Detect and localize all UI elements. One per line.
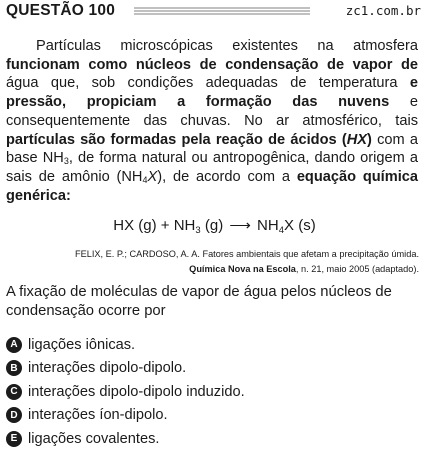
subscript: 4 — [142, 174, 148, 185]
reference-details: , n. 21, maio 2005 (adaptado). — [295, 263, 419, 274]
option-letter-badge: E — [6, 431, 22, 447]
text-span: e consequentemente das chuvas. No ar atmosférico, tais — [6, 94, 418, 129]
option-d[interactable] — [6, 404, 420, 428]
option-letter-badge: D — [6, 407, 22, 423]
option-letter-badge: C — [6, 384, 22, 400]
reference-line-1: FELIX, E. P.; CARDOSO, A. A. Fatores ambientais que afetam a precipitação úmida. — [74, 249, 419, 259]
subscript: 3 — [63, 156, 69, 167]
option-text: interações íon-dipolo. — [28, 407, 168, 424]
text-span: Partículas microscópicas existentes na atmosfera — [36, 38, 418, 54]
option-a[interactable] — [6, 333, 420, 357]
option-letter-badge: A — [6, 337, 22, 353]
option-text: ligações iônicas. — [28, 336, 136, 353]
text-span: ), de acordo com a — [157, 168, 297, 185]
question-prompt: A fixação de moléculas de vapor de água pelos núcleos de condensação ocorre por — [6, 284, 392, 319]
equation-part: (g) — [200, 217, 228, 234]
source-reference — [9, 247, 419, 276]
text-bold: ) — [367, 131, 372, 148]
equation-part: X (s) — [284, 217, 316, 234]
chemical-equation — [0, 216, 429, 234]
answer-options — [6, 333, 420, 451]
reference-line-2 — [9, 262, 419, 277]
text-bold: equação química genérica: — [6, 168, 418, 204]
question-header — [6, 2, 425, 20]
arrow-icon: ⟶ — [229, 217, 251, 234]
equation-part: NH — [252, 217, 279, 234]
site-watermark: zc1.com.br — [345, 3, 421, 18]
text-italic: HX — [346, 131, 367, 148]
option-letter-badge: B — [6, 360, 22, 376]
text-bold: funcionam como núcleos de condensação de vapor de — [6, 56, 418, 73]
option-text: interações dipolo-dipolo induzido. — [28, 383, 245, 400]
option-text: interações dipolo-dipolo. — [28, 360, 187, 377]
equation-subscript: 3 — [195, 225, 201, 236]
text-span: , de forma natural ou antropogênica, dando origem a sais de amônio (NH — [6, 150, 419, 185]
text-italic: X — [147, 168, 158, 185]
text-span: com a base NH — [6, 131, 419, 167]
journal-name: Química Nova na Escola — [189, 263, 296, 274]
question-text — [6, 37, 418, 205]
text-span: água que, sob condições adequadas de temperatura — [6, 75, 410, 92]
option-e[interactable] — [6, 427, 420, 451]
option-c[interactable] — [6, 380, 420, 404]
equation-part: HX (g) + NH — [113, 217, 196, 234]
text-bold: partículas são formadas pela reação de ácidos ( — [6, 131, 347, 148]
option-text: ligações covalentes. — [28, 430, 160, 447]
equation-subscript: 4 — [278, 225, 285, 236]
option-b[interactable] — [6, 357, 420, 381]
question-number: QUESTÃO 100 — [6, 2, 116, 19]
decorative-stripes — [134, 7, 310, 15]
text-bold: e pressão, propiciam a formação das nuvens — [6, 75, 418, 111]
